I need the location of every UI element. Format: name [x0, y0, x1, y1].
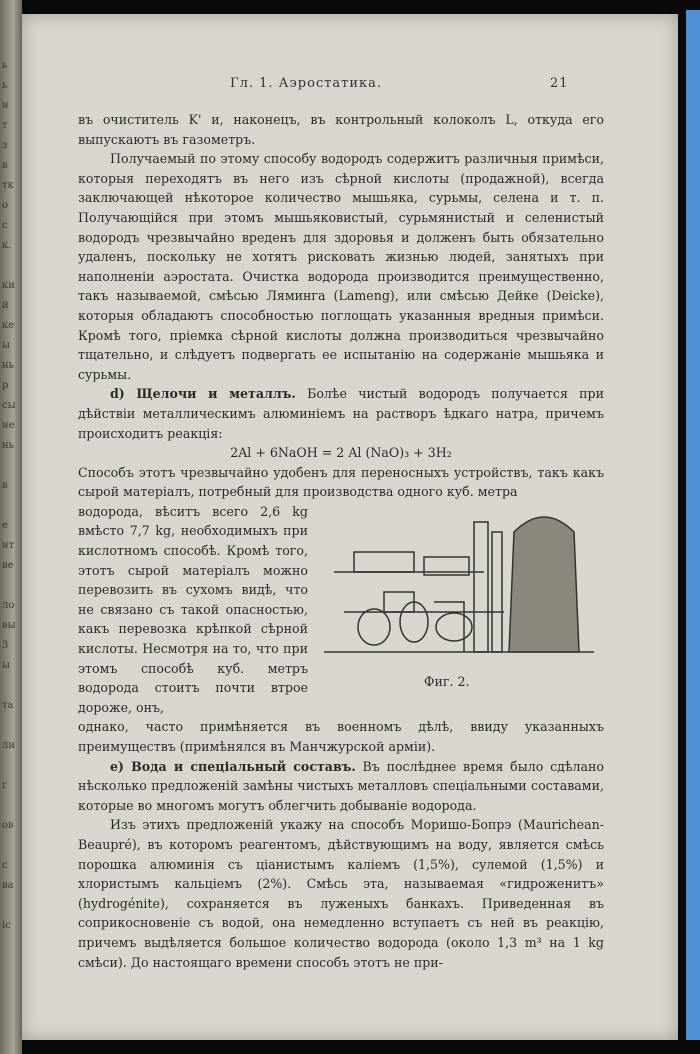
left-page-fragment: ва — [2, 880, 14, 891]
left-page-fragment: з — [2, 140, 8, 151]
page-body — [78, 110, 604, 972]
left-page-fragment: е — [2, 520, 8, 531]
left-page-fragment: ки — [2, 280, 15, 291]
left-page-fragment: о — [2, 200, 9, 211]
left-page-fragment: ь — [2, 60, 8, 71]
left-page-fragment: та — [2, 700, 14, 711]
paragraph-3 — [78, 384, 604, 443]
paragraph-5: однако, часто примѣняется въ военномъ дѣлѣ, ввиду указанныхъ преимуществъ (примѣнялся въ Манчжурской арміи). — [78, 719, 604, 754]
left-page-fragment: нт — [2, 540, 15, 551]
header-title: Гл. 1. Аэростатика. — [230, 76, 383, 91]
left-page-fragment: 3 — [2, 640, 9, 651]
left-page-fragment: т — [2, 120, 8, 131]
reaction-equation: 2Al + 6NaOH = 2 Al (NaO)₃ + 3H₂ — [230, 445, 452, 461]
left-page-fragment: вы — [2, 620, 16, 631]
left-page-fragment: ь — [2, 80, 8, 91]
left-page-fragment: к. — [2, 240, 12, 251]
figure-wrap — [78, 502, 604, 718]
left-page-fragment: ic — [2, 920, 11, 931]
left-page-edge — [0, 0, 22, 1054]
paragraph-4: Способъ этотъ чрезвычайно удобенъ для переносныхъ устройствъ, такъ какъ сырой матеріалъ, потребный для производства одного куб. метра — [78, 464, 604, 500]
left-page-fragment: сы — [2, 400, 16, 411]
blue-cover-edge — [686, 10, 700, 1040]
left-page-fragment: р — [2, 380, 9, 391]
paragraph-2: Получаемый по этому способу водородъ содержитъ различныя примѣси, которыя переходятъ въ него изъ сѣрной кислоты (продажной), всегда заключающей нѣкоторое количество мышьяка, сурьмы, селена и т. п. Получающійся при этомъ мышьяковистый, сурьмянистый и селенистый водородъ чрезвычайно вреденъ для здоровья и долженъ быть обязательно удаленъ, поскольку не хотятъ рисковать жизнью людей, занятыхъ при наполненіи аэростата. Очистка водорода производится преимущественно, такъ называемой, смѣсью Ляминга (Lameng), или смѣсью Дейке (Deicke), которыя обладаютъ способностью поглощать указанныя вредныя примѣси. Кромѣ того, пріемка сѣрной кислоты должна производиться чрезвычайно тщательно, и слѣдуетъ подвергать ее испытанію на содержаніе мышьяка и сурьмы. — [78, 151, 604, 382]
left-page-fragment: тк — [2, 180, 14, 191]
figure-caption: Фиг. 2. — [424, 673, 470, 689]
left-page-fragment: ы — [2, 660, 10, 671]
left-page-fragment: нь — [2, 440, 15, 451]
paragraph-6 — [78, 757, 604, 816]
left-page-fragment: с — [2, 860, 8, 871]
left-page-fragment: ке — [2, 320, 15, 331]
figure-2 — [314, 502, 604, 702]
left-page-fragment: ло — [2, 600, 15, 611]
left-page-fragment: с — [2, 220, 8, 231]
paragraph-7: Изъ этихъ предложеній укажу на способъ Моришо-Бопрэ (Maurichean-Beaupré), въ которомъ реагентомъ, дѣйствующимъ на воду, является смѣсь порошка алюминія съ ціанистымъ каліемъ (1,5%), сулемой (1,5%) и хлористымъ кальціемъ (2%). Смѣсь эта, называемая «гидроженитъ» (hydrogénite), сохраняется въ луженыхъ банкахъ. Приведенная въ соприкосновеніе съ водой, она немедленно вступаетъ съ ней въ реакцію, причемъ выдѣляется большое количество водорода (около 1,3 m³ на 1 kg смѣси). До настоящаго времени способъ этотъ не при- — [78, 817, 604, 970]
wrapped-text: водорода, вѣситъ всего 2,6 kg вмѣсто 7,7 kg, необходимыхъ при кислотномъ способѣ. Кромѣ того, этотъ сырой матеріалъ можно перевозить въ сухомъ видѣ, что не связано съ такой опасностью, какъ перевозка крѣпкой сѣрной кислоты. Несмотря на то, что при этомъ способѣ куб. метръ водорода стоитъ почти втрое дороже, онъ, — [78, 503, 308, 715]
left-page-fragment: г — [2, 780, 8, 791]
paragraph-6-text: Въ послѣднее время было сдѣлано нѣсколько предложеній замѣны чистыхъ металловъ спеціальными составами, которые во многомъ могутъ облегчить добываніе водорода. — [78, 758, 604, 813]
heading-e: e) Вода и спеціальный составъ. — [110, 758, 356, 774]
paragraph-3-text: Болѣе чистый водородъ получается при дѣйствіи металлическимъ алюминіемъ на растворъ ѣдкаго натра, причемъ происходитъ реакція: — [78, 386, 604, 441]
left-page-fragment: ве — [2, 560, 14, 571]
left-page-fragment: ы — [2, 340, 10, 351]
book-page — [22, 14, 678, 1040]
apparatus-illustration — [314, 502, 604, 672]
left-page-fragment: ли — [2, 740, 16, 751]
left-page-fragment: ов — [2, 820, 14, 831]
paragraph-1: въ очиститель K' и, наконецъ, въ контрольный колоколъ L, откуда его выпускаютъ въ газометръ. — [78, 112, 604, 147]
left-page-fragment: в — [2, 480, 8, 491]
left-page-fragment: н — [2, 100, 9, 111]
left-page-fragment: й — [2, 300, 9, 311]
left-page-fragment: не — [2, 420, 15, 431]
page-number: 21 — [550, 76, 569, 91]
left-page-fragment: нь — [2, 360, 15, 371]
heading-d: d) Щелочи и металлъ. — [110, 386, 296, 402]
left-page-fragment: в — [2, 160, 8, 171]
